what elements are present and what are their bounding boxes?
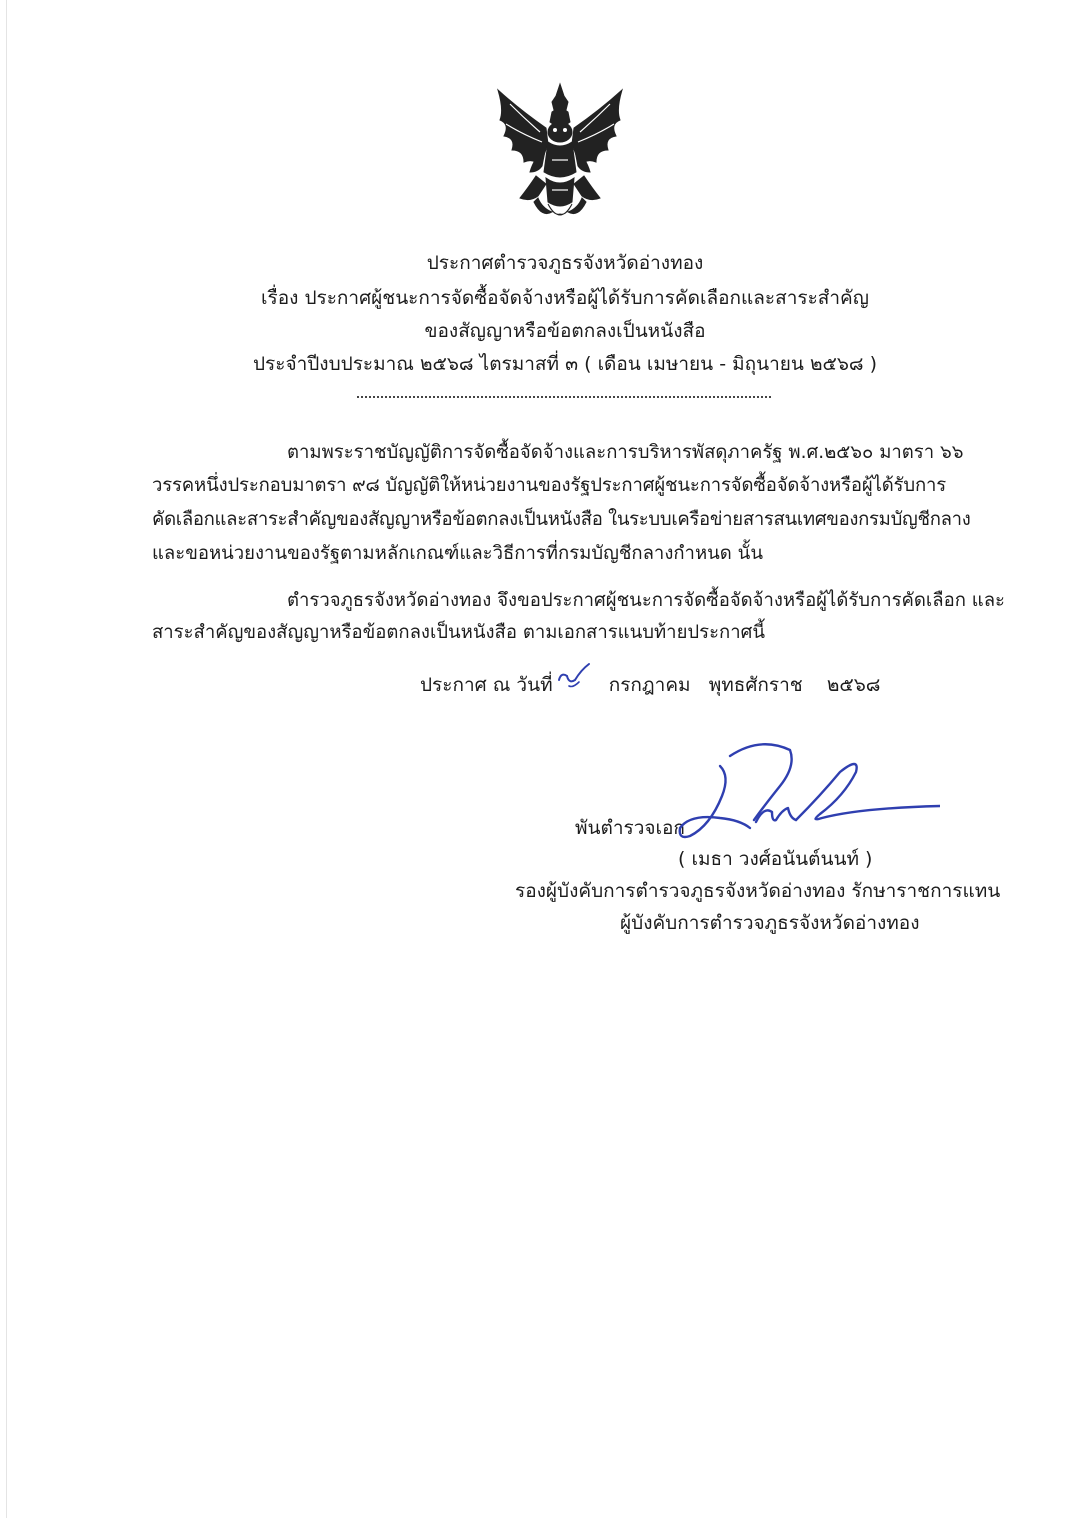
date-year: ๒๕๖๘ bbox=[826, 674, 881, 696]
announcement-date bbox=[420, 672, 880, 698]
dotted-divider bbox=[357, 396, 771, 398]
signatory-rank: พันตำรวจเอก bbox=[575, 817, 685, 839]
subject-line-3: ประจำปีงบประมาณ ๒๕๖๘ ไตรมาสที่ ๓ ( เดือน เมษายน - มิถุนายน ๒๕๖๘ ) bbox=[252, 353, 878, 375]
scan-edge-line bbox=[6, 0, 7, 1518]
subject-line-2: ของสัญญาหรือข้อตกลงเป็นหนังสือ bbox=[424, 320, 706, 342]
paragraph-2-line-1: ตำรวจภูธรจังหวัดอ่างทอง จึงขอประกาศผู้ชนะการจัดซื้อจัดจ้างหรือผู้ได้รับการคัดเลือก และ bbox=[287, 590, 1005, 611]
date-era-label: พุทธศักราช bbox=[708, 674, 803, 696]
paragraph-2-line-2: สาระสำคัญของสัญญาหรือข้อตกลงเป็นหนังสือ ตามเอกสารแนบท้ายประกาศนี้ bbox=[152, 622, 766, 643]
subject-line-1: เรื่อง ประกาศผู้ชนะการจัดซื้อจัดจ้างหรือผู้ได้รับการคัดเลือกและสาระสำคัญ bbox=[261, 287, 869, 309]
paragraph-1-line-2: วรรคหนึ่งประกอบมาตรา ๙๘ บัญญัติให้หน่วยงานของรัฐประกาศผู้ชนะการจัดซื้อจัดจ้างหรือผู้ได้รับการ bbox=[152, 475, 947, 496]
paragraph-1-line-4: และขอหน่วยงานของรัฐตามหลักเกณฑ์และวิธีการที่กรมบัญชีกลางกำหนด นั้น bbox=[152, 543, 763, 564]
signatory-title-line-2: ผู้บังคับการตำรวจภูธรจังหวัดอ่างทอง bbox=[620, 912, 920, 934]
handwritten-signature bbox=[660, 736, 940, 846]
paragraph-1-line-1: ตามพระราชบัญญัติการจัดซื้อจัดจ้างและการบริหารพัสดุภาครัฐ พ.ศ.๒๕๖๐ มาตรา ๖๖ bbox=[287, 442, 964, 463]
signatory-title-line-1: รองผู้บังคับการตำรวจภูธรจังหวัดอ่างทอง รักษาราชการแทน bbox=[515, 880, 1001, 902]
date-month: กรกฎาคม bbox=[608, 674, 691, 696]
signatory-name: ( เมธา วงศ์อนันต์นนท์ ) bbox=[678, 848, 873, 870]
date-prefix: ประกาศ ณ วันที่ bbox=[420, 674, 553, 696]
garuda-emblem-icon bbox=[490, 80, 630, 228]
handwritten-day bbox=[555, 662, 595, 692]
paragraph-1-line-3: คัดเลือกและสาระสำคัญของสัญญาหรือข้อตกลงเป็นหนังสือ ในระบบเครือข่ายสารสนเทศของกรมบัญชีกลาง bbox=[152, 509, 971, 530]
announcement-title: ประกาศตำรวจภูธรจังหวัดอ่างทอง bbox=[426, 252, 704, 274]
